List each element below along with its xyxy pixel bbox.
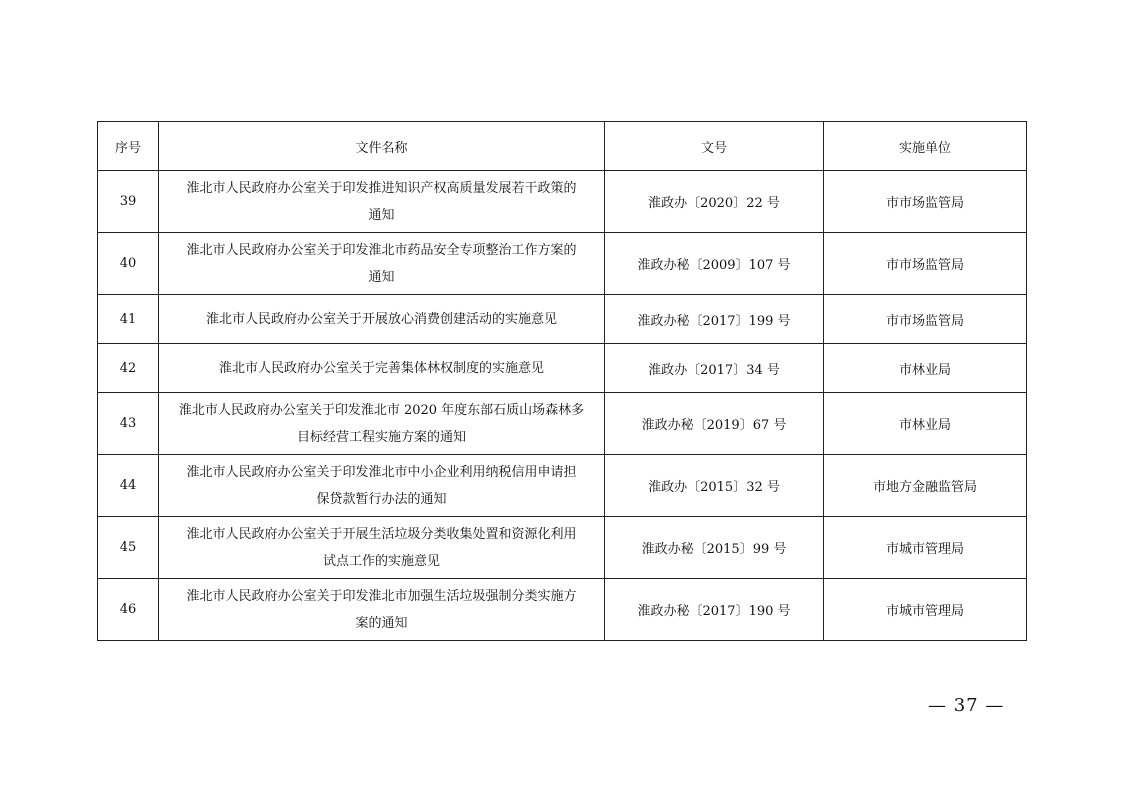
row-name-line: 通知 [368,269,395,285]
row-unit: 市市场监管局 [824,233,1027,295]
row-name-line: 淮北市人民政府办公室关于开展放心消费创建活动的实施意见 [205,311,557,327]
header-seq: 序号 [98,122,159,171]
table-row [98,393,1027,455]
row-unit: 市地方金融监管局 [824,455,1027,517]
row-unit: 市市场监管局 [824,295,1027,344]
header-unit: 实施单位 [824,122,1027,171]
row-seq: 39 [98,171,159,233]
table-row [98,295,1027,344]
row-doc-number: 淮政办秘〔2019〕67 号 [605,393,824,455]
row-doc-number: 淮政办秘〔2009〕107 号 [605,233,824,295]
row-name-line: 案的通知 [355,615,408,631]
row-unit: 市城市管理局 [824,517,1027,579]
row-name-line: 淮北市人民政府办公室关于印发淮北市中小企业利用纳税信用申请担 [186,464,577,480]
row-doc-number: 淮政办〔2020〕22 号 [605,171,824,233]
row-name-line: 试点工作的实施意见 [322,553,440,569]
row-unit: 市城市管理局 [824,579,1027,641]
row-doc-number: 淮政办〔2015〕32 号 [605,455,824,517]
row-seq: 40 [98,233,159,295]
row-name-line: 目标经营工程实施方案的通知 [296,429,466,445]
row-name [159,295,605,344]
row-name [159,517,605,579]
row-seq: 43 [98,393,159,455]
table-row [98,579,1027,641]
row-name [159,344,605,393]
row-name-line: 淮北市人民政府办公室关于印发淮北市加强生活垃圾强制分类实施方 [186,588,577,604]
table-row [98,455,1027,517]
row-name-line: 淮北市人民政府办公室关于印发淮北市 2020 年度东部石质山场森林多 [178,402,585,418]
row-seq: 44 [98,455,159,517]
row-name [159,579,605,641]
row-name [159,171,605,233]
row-seq: 45 [98,517,159,579]
table-row [98,344,1027,393]
row-doc-number: 淮政办秘〔2015〕99 号 [605,517,824,579]
row-seq: 42 [98,344,159,393]
table-header-row [98,122,1027,171]
row-doc-number: 淮政办秘〔2017〕199 号 [605,295,824,344]
row-name [159,455,605,517]
row-unit: 市林业局 [824,344,1027,393]
row-name-line: 淮北市人民政府办公室关于印发淮北市药品安全专项整治工作方案的 [186,242,577,258]
table-row [98,171,1027,233]
table-row [98,517,1027,579]
row-name-line: 淮北市人民政府办公室关于完善集体林权制度的实施意见 [218,360,544,376]
row-unit: 市市场监管局 [824,171,1027,233]
row-seq: 46 [98,579,159,641]
row-doc-number: 淮政办秘〔2017〕190 号 [605,579,824,641]
row-unit: 市林业局 [824,393,1027,455]
row-name-line: 淮北市人民政府办公室关于印发推进知识产权高质量发展若干政策的 [186,180,577,196]
page-number: — 37 — [928,695,1005,716]
row-name-line: 通知 [368,207,395,223]
header-name: 文件名称 [159,122,605,171]
row-seq: 41 [98,295,159,344]
header-doc-number: 文号 [605,122,824,171]
row-name-line: 淮北市人民政府办公室关于开展生活垃圾分类收集处置和资源化利用 [186,526,577,542]
row-name-line: 保贷款暂行办法的通知 [316,491,447,507]
document-table [97,121,1027,641]
row-name [159,233,605,295]
row-name [159,393,605,455]
row-doc-number: 淮政办〔2017〕34 号 [605,344,824,393]
table-row [98,233,1027,295]
